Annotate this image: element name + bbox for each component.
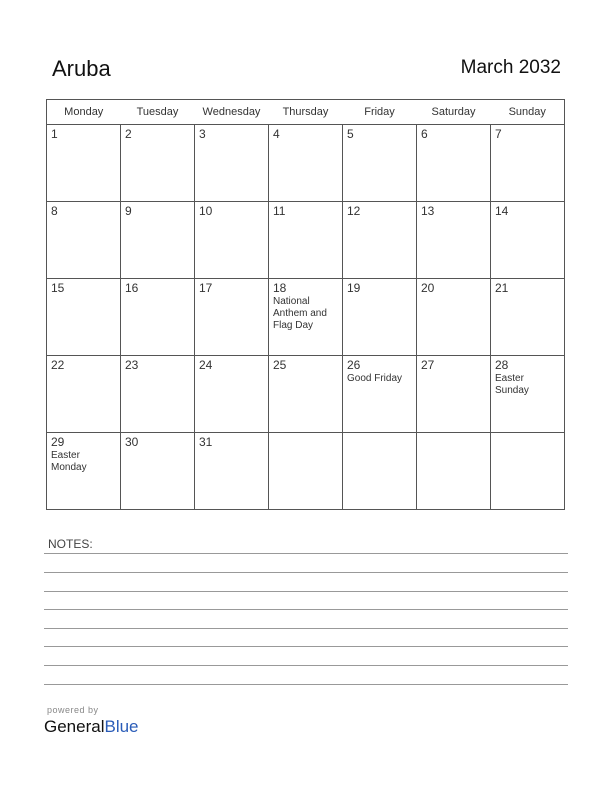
notes-label: NOTES: <box>48 537 93 551</box>
day-number: 29 <box>51 435 65 449</box>
calendar-day-cell <box>195 279 269 356</box>
day-number: 19 <box>347 281 361 295</box>
day-number: 2 <box>125 127 132 141</box>
day-number: 3 <box>199 127 206 141</box>
day-number: 28 <box>495 358 509 372</box>
calendar-day-cell <box>491 125 565 202</box>
weekday-header: Monday <box>47 100 121 125</box>
note-line <box>44 665 568 666</box>
calendar-day-cell <box>121 279 195 356</box>
day-number: 23 <box>125 358 139 372</box>
note-line <box>44 591 568 592</box>
weekday-header: Saturday <box>417 100 491 125</box>
day-number: 5 <box>347 127 354 141</box>
calendar-day-cell <box>491 202 565 279</box>
calendar-day-cell <box>47 433 121 510</box>
day-number: 25 <box>273 358 287 372</box>
note-line <box>44 628 568 629</box>
calendar-week-row <box>47 433 565 510</box>
calendar-day-cell <box>47 279 121 356</box>
note-line <box>44 553 568 554</box>
calendar-day-cell <box>269 279 343 356</box>
calendar-day-cell <box>47 125 121 202</box>
calendar-day-cell <box>491 433 565 510</box>
calendar-day-cell <box>343 202 417 279</box>
calendar-day-cell <box>343 356 417 433</box>
day-number: 16 <box>125 281 139 295</box>
holiday-label: National Anthem and Flag Day <box>273 296 327 331</box>
day-number: 8 <box>51 204 58 218</box>
day-number: 12 <box>347 204 361 218</box>
calendar-day-cell <box>47 202 121 279</box>
calendar-day-cell <box>343 125 417 202</box>
day-number: 14 <box>495 204 509 218</box>
note-line <box>44 646 568 647</box>
calendar-month-title: March 2032 <box>460 57 561 78</box>
calendar-day-cell <box>417 125 491 202</box>
calendar-day-cell <box>195 202 269 279</box>
logo-text-general: General <box>44 717 105 736</box>
weekday-header: Friday <box>343 100 417 125</box>
calendar-day-cell <box>47 356 121 433</box>
calendar-week-row <box>47 202 565 279</box>
day-number: 17 <box>199 281 213 295</box>
holiday-label: Easter Sunday <box>495 373 529 396</box>
calendar-day-cell <box>121 433 195 510</box>
calendar-day-cell <box>121 356 195 433</box>
calendar-day-cell <box>121 125 195 202</box>
day-number: 21 <box>495 281 509 295</box>
calendar-day-cell <box>491 279 565 356</box>
day-number: 1 <box>51 127 58 141</box>
note-line <box>44 609 568 610</box>
calendar-day-cell <box>269 433 343 510</box>
logo-text-blue: Blue <box>104 717 139 736</box>
day-number: 22 <box>51 358 65 372</box>
day-number: 9 <box>125 204 132 218</box>
calendar-week-row <box>47 125 565 202</box>
calendar-day-cell <box>343 433 417 510</box>
calendar-week-row <box>47 279 565 356</box>
weekday-header: Wednesday <box>195 100 269 125</box>
weekday-header-row <box>47 100 565 125</box>
calendar-day-cell <box>417 202 491 279</box>
weekday-header: Sunday <box>491 100 565 125</box>
weekday-header: Tuesday <box>121 100 195 125</box>
calendar-day-cell <box>417 279 491 356</box>
day-number: 30 <box>125 435 139 449</box>
calendar-day-cell <box>417 356 491 433</box>
month-calendar-grid <box>46 99 565 510</box>
calendar-day-cell <box>491 356 565 433</box>
day-number: 26 <box>347 358 361 372</box>
day-number: 4 <box>273 127 280 141</box>
calendar-day-cell <box>343 279 417 356</box>
day-number: 6 <box>421 127 428 141</box>
holiday-label: Good Friday <box>347 373 403 384</box>
calendar-day-cell <box>195 433 269 510</box>
day-number: 31 <box>199 435 213 449</box>
day-number: 27 <box>421 358 435 372</box>
calendar-day-cell <box>269 202 343 279</box>
day-number: 18 <box>273 281 287 295</box>
day-number: 13 <box>421 204 435 218</box>
day-number: 7 <box>495 127 502 141</box>
weekday-header: Thursday <box>269 100 343 125</box>
calendar-day-cell <box>417 433 491 510</box>
day-number: 10 <box>199 204 213 218</box>
day-number: 20 <box>421 281 435 295</box>
holiday-label: Easter Monday <box>51 450 87 473</box>
calendar-day-cell <box>195 356 269 433</box>
day-number: 24 <box>199 358 213 372</box>
calendar-day-cell <box>121 202 195 279</box>
calendar-week-row <box>47 356 565 433</box>
day-number: 11 <box>273 204 286 218</box>
note-line <box>44 684 568 685</box>
day-number: 15 <box>51 281 65 295</box>
calendar-day-cell <box>269 125 343 202</box>
calendar-country-title: Aruba <box>52 56 111 81</box>
calendar-day-cell <box>195 125 269 202</box>
note-line <box>44 572 568 573</box>
powered-by-label: powered by <box>47 705 99 715</box>
generalblue-logo <box>44 717 139 737</box>
calendar-day-cell <box>269 356 343 433</box>
